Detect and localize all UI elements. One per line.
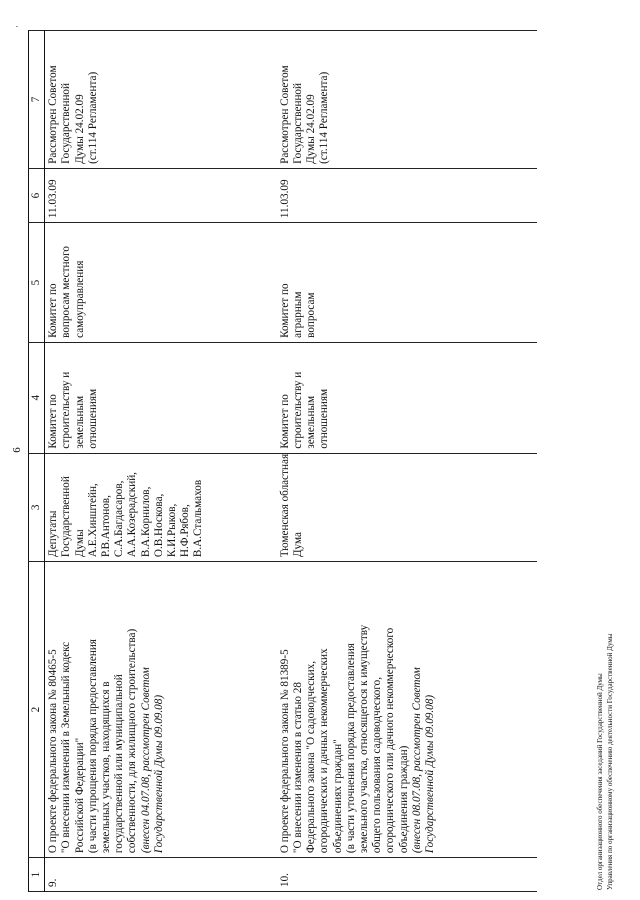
date-cell: 11.03.09 [277,168,537,222]
bill-title-line: "О внесении изменения в статью 28 [291,682,304,854]
bill-title-line: огороднического или дачного некоммерческого [384,627,397,854]
bill-title-line: объединения граждан) [397,745,410,854]
author-line: О.В.Носкова, [152,493,165,558]
status-line: Рассмотрен Советом [278,65,291,164]
column-header: 7 [29,31,45,169]
bill-title-line: Российской Федерации" [73,737,86,854]
committee-line: строительству и [291,371,304,449]
coexecutor-line: самоуправления [73,260,86,338]
bill-title-cell [277,562,537,858]
bill-title-line: "О внесении изменений в Земельный кодекс [60,641,73,854]
status-line: (ст.114 Регламента) [318,71,331,164]
bill-title-line: общего пользования садоводческого, [371,676,384,854]
bill-title-line: объединениях граждан" [331,739,344,854]
committee-line: отношениям [318,388,331,449]
author-line: С.А.Багдасаров, [113,480,126,558]
column-header: 1 [29,858,45,892]
bill-title-line: О проекте федерального закона № 80465-5 [47,649,60,854]
corner-mark: · [12,25,22,28]
bill-title-line: (в части упрощения порядка предоставления [86,639,99,854]
status-cell [277,31,537,169]
bill-title-line: Федерального закона "О садоводческих, [305,660,318,854]
author-cell [45,453,277,561]
author-line: Думы [73,529,86,558]
status-line: Думы 24.02.09 [73,94,86,164]
author-line: К.И.Рыков, [166,503,179,558]
column-header: 5 [29,223,45,343]
column-header-row [29,31,45,892]
status-cell [45,31,277,169]
footer-line: Отдел организационного обеспечения заседаний Государственной Думы [596,673,604,890]
committee-line: земельным [73,395,86,449]
column-header: 6 [29,168,45,222]
bill-title-line: земельного участка, относящегося к имуществу [357,624,370,854]
author-line: Депутаты [47,510,60,558]
status-line: Думы 24.02.09 [305,94,318,164]
coexecutor-line: аграрным [291,291,304,338]
committee-cell [45,342,277,453]
coexecutor-cell [45,223,277,343]
bill-title-line: огороднических и дачных некоммерческих [318,648,331,854]
coexecutor-line: вопросам местного [60,246,73,338]
author-line: Государственной [60,476,73,558]
author-line: Н.Ф.Рябов, [179,504,192,558]
table-row [45,31,277,892]
date-cell: 11.03.09 [45,168,277,222]
bill-note-line: (внесен 04.07.08, рассмотрен Советом [139,667,152,854]
bill-note-line: (внесен 08.07.08, рассмотрен Советом [410,667,423,854]
column-header: 3 [29,453,45,561]
rotated-content [0,20,640,900]
committee-line: Комитет по [278,394,291,449]
bill-title-line: О проекте федерального закона № 81389-5 [278,649,291,854]
coexecutor-cell [277,223,537,343]
status-line: (ст.114 Регламента) [86,71,99,164]
committee-line: Комитет по [47,394,60,449]
footer-line: Управления по организационному обеспечению деятельности Государственной Думы [606,633,614,890]
row-number: 9. [45,858,277,892]
coexecutor-line: вопросам [305,292,318,338]
bill-title-line: собственности, для жилищного строительства) [126,628,139,854]
committee-line: строительству и [60,371,73,449]
status-line: Государственной [291,82,304,164]
author-line: Дума [291,532,304,558]
author-line: Р.В.Антонов, [100,495,113,558]
committee-line: отношениям [86,388,99,449]
author-line: А.Е.Хинштейн, [86,483,99,558]
author-line: А.А.Козерадский, [126,472,139,558]
bill-title-line: земельных участков, находящихся в [100,681,113,854]
committee-line: земельным [305,395,318,449]
bill-note-line: Государственной Думы 09.09.08) [152,694,165,854]
bill-title-line: (в части уточнения порядка предоставления [344,643,357,854]
author-line: Тюменская областная [278,453,291,558]
row-number: 10. [277,858,537,892]
author-line: В.А.Корнилов, [139,486,152,558]
table-row [277,31,537,892]
author-line: В.А.Стальмахов [192,479,205,558]
coexecutor-line: Комитет по [47,283,60,338]
column-header: 4 [29,342,45,453]
committee-cell [277,342,537,453]
status-line: Рассмотрен Советом [47,65,60,164]
bill-title-cell [45,562,277,858]
bills-table [28,30,537,892]
status-line: Государственной [60,82,73,164]
column-header: 2 [29,562,45,858]
author-cell [277,453,537,561]
bill-note-line: Государственной Думы 09.09.08) [423,694,436,854]
coexecutor-line: Комитет по [278,283,291,338]
bill-title-line: государственной или муниципальной [113,674,126,854]
page-number: 6 [11,447,23,453]
